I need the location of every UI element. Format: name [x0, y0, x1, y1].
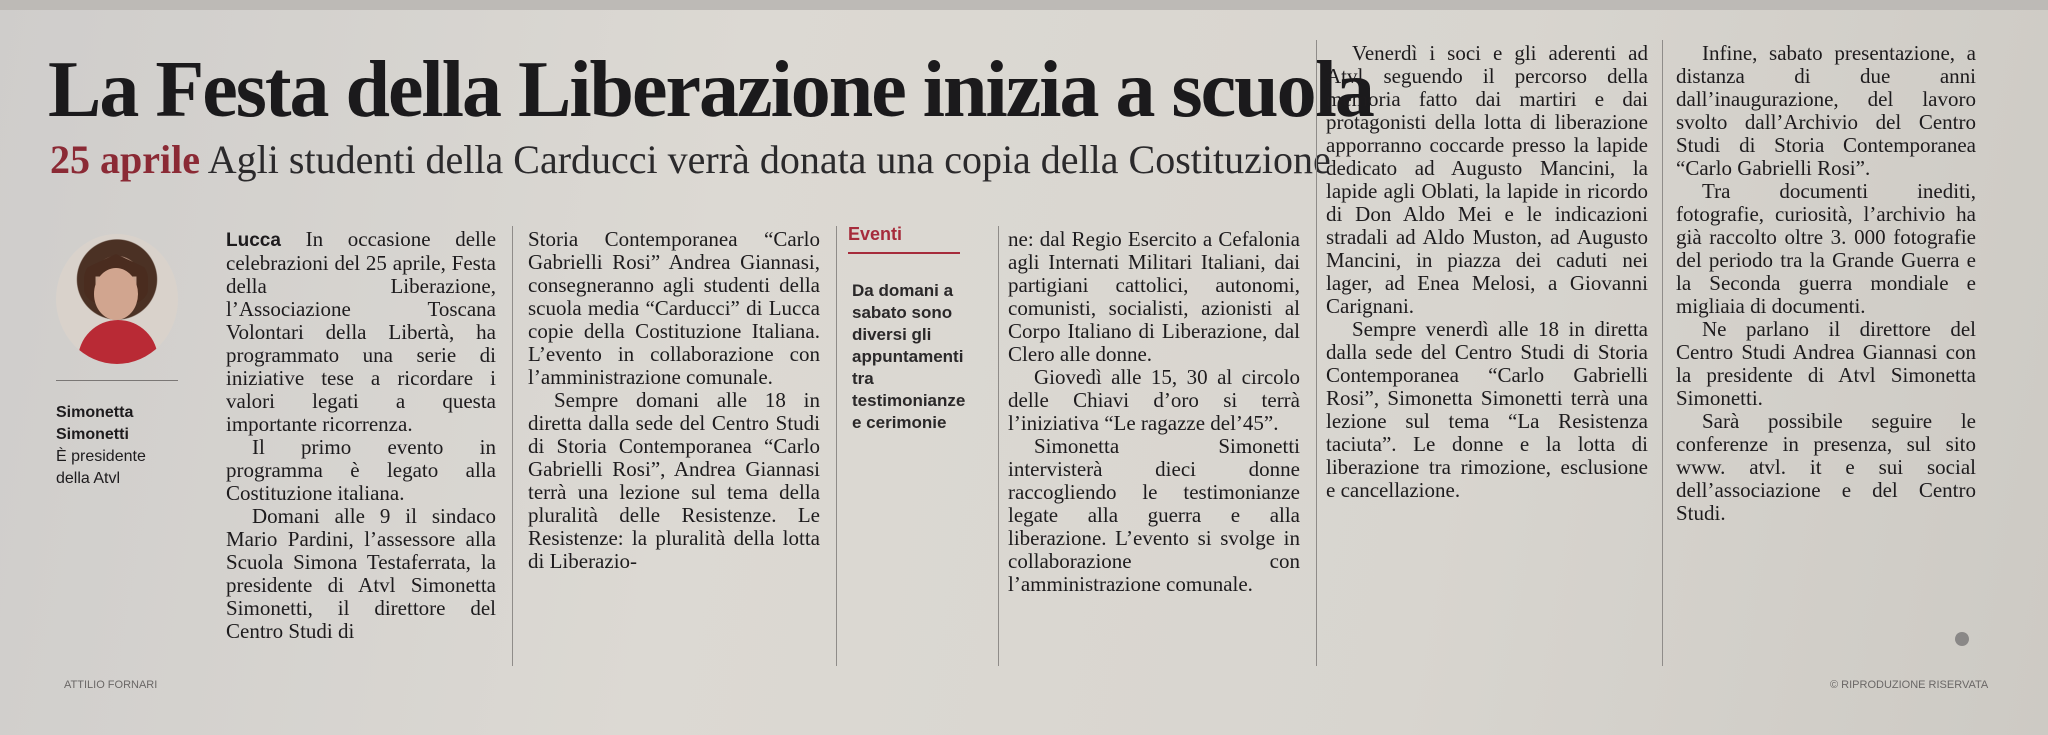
end-of-article-bullet — [1955, 632, 1969, 646]
events-box-rule — [848, 252, 960, 254]
column-divider — [512, 226, 513, 666]
column-2-paragraph-2: Sempre domani alle 18 in diretta dalla sede del Centro Studi di Storia Contemporanea “Carlo Gabrielli Rosi”, Andrea Giannasi terrà una lezione sul tema della pluralità delle Resistenze. Le Resistenze: la pluralità della lotta di Liberazio- — [528, 388, 820, 573]
dateline-location: Lucca — [226, 230, 281, 251]
column-3 — [1008, 228, 1300, 596]
column-1-paragraph-3: Domani alle 9 il sindaco Mario Pardini, l’assessore alla Scuola Simona Testaferrata, la presidente di Atvl Simonetta Simonetti, il direttore del Centro Studi di — [226, 504, 496, 643]
column-4-paragraph-2: Sempre venerdì alle 18 in diretta dalla sede del Centro Studi di Storia Contemporanea “Carlo Gabrielli Rosi”, Simonetta Simonetti terrà una lezione sul tema “La Resistenza taciuta”. Le donne e la lotta di liberazione tra rimozione, esclusione e cancellazione. — [1326, 317, 1648, 502]
author-role-line1: È presidente — [56, 448, 146, 465]
column-2 — [528, 228, 820, 573]
column-3-paragraph-2: Giovedì alle 15, 30 al circolo delle Chiavi d’oro si terrà l’iniziativa “Le ragazze del’45”. — [1008, 365, 1300, 435]
author-name-line2: Simonetti — [56, 426, 129, 443]
author-photo — [56, 234, 178, 364]
copyright-notice: © RIPRODUZIONE RISERVATA — [1830, 679, 1989, 691]
column-5 — [1676, 42, 1976, 525]
column-2-paragraph-1: Storia Contemporanea “Carlo Gabrielli Rosi” Andrea Giannasi, consegneranno agli studenti della scuola media “Carducci” di Lucca copie della Costituzione Italiana. L’evento in collaborazione con l’amministrazione comunale. — [528, 227, 820, 389]
author-caption — [56, 402, 176, 490]
author-name-line1: Simonetta — [56, 404, 134, 421]
headline: La Festa della Liberazione inizia a scuola — [48, 46, 1373, 134]
subheadline-date: 25 aprile — [50, 137, 200, 182]
column-divider — [1316, 40, 1317, 666]
footer — [50, 676, 2000, 694]
column-4-paragraph-1: Venerdì i soci e gli aderenti ad Atvl seguendo il percorso della memoria fatto dai martiri e dai protagonisti della lotta di liberazione apporranno coccarde presso la lapide dedicato ad Augusto Mancini, la lapide agli Oblati, la lapide in ricordo di Don Aldo Mei e le indicazioni stradali ad Aldo Muston, ad Augusto Mancini, in piazza dei caduti nei lager, ad Enea Melosi, a Giovanni Carignani. — [1326, 41, 1648, 318]
column-1 — [226, 228, 496, 643]
events-box-title: Eventi — [848, 224, 903, 244]
author-role-line2: della Atvl — [56, 470, 121, 487]
column-divider — [998, 226, 999, 666]
previous-article-edge — [0, 0, 2048, 10]
column-5-paragraph-3: Ne parlano il direttore del Centro Studi Andrea Giannasi con la presidente di Atvl Simonetta Simonetti. — [1676, 317, 1976, 410]
column-3-paragraph-1: ne: dal Regio Esercito a Cefalonia agli Internati Militari Italiani, dai partigiani cattolici, autonomi, comunisti, socialisti, azionisti al Corpo Italiano di Liberazione, dal Clero alle donne. — [1008, 227, 1300, 366]
column-1-paragraph-1: In occasione delle celebrazioni del 25 aprile, Festa della Liberazione, l’Associazione Toscana Volontari della Libertà, ha programmato una serie di iniziative tese a ricordare i valori legati a questa importante ricorrenza. — [226, 227, 497, 436]
column-5-paragraph-1: Infine, sabato presentazione, a distanza di due anni dall’inaugurazione, del lavoro svolto dall’Archivio del Centro Studi di Storia Contemporanea “Carlo Gabrielli Rosi”. — [1676, 41, 1976, 180]
column-4 — [1326, 42, 1648, 502]
events-box-text: Da domani a sabato sono diversi gli appuntamenti tra testimonianze e cerimonie — [852, 281, 966, 432]
subheadline — [50, 137, 1331, 182]
column-5-paragraph-2: Tra documenti inediti, fotografie, curiosità, l’archivio ha già raccolto oltre 3. 000 fotografie del periodo tra la Grande Guerra e la Seconda guerra mondiale e migliaia di documenti. — [1676, 179, 1976, 318]
column-divider — [836, 226, 837, 666]
column-3-paragraph-3: Simonetta Simonetti intervisterà dieci donne raccogliendo le testimonianze legate alla guerra e alla liberazione. L’evento si svolge in collaborazione con l’amministrazione comunale. — [1008, 434, 1300, 596]
column-5-paragraph-4: Sarà possibile seguire le conferenze in presenza, sul sito www. atvl. it e sui social dell’associazione e del Centro Studi. — [1676, 409, 1976, 525]
photo-credit: ATTILIO FORNARI — [64, 679, 158, 691]
column-1-paragraph-2: Il primo evento in programma è legato alla Costituzione italiana. — [226, 435, 496, 505]
column-divider — [1662, 40, 1663, 666]
subheadline-text: Agli studenti della Carducci verrà donata una copia della Costituzione — [207, 137, 1331, 182]
author-divider — [56, 380, 178, 381]
